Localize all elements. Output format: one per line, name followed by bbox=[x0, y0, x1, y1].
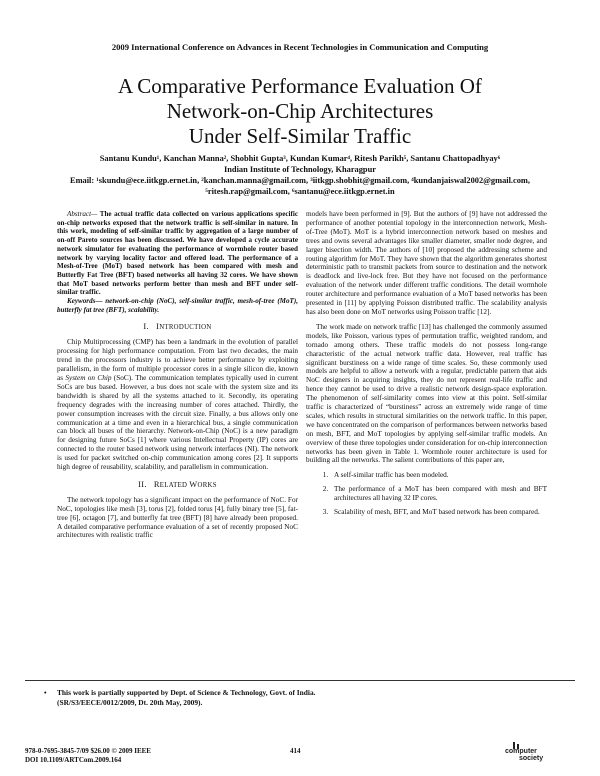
paper-title bbox=[0, 74, 600, 149]
abstract bbox=[57, 210, 298, 297]
computer-society-logo bbox=[493, 741, 555, 765]
section-initial: I bbox=[156, 322, 160, 332]
right-column bbox=[306, 210, 547, 522]
funding-line-1: This work is partially supported by Dept. of Science & Technology, Govt. of India. bbox=[57, 688, 316, 697]
section-rest: ELATED bbox=[159, 481, 190, 489]
section-rest: NTRODUCTION bbox=[159, 324, 212, 332]
contributions-list bbox=[306, 471, 547, 517]
footer-ids bbox=[25, 747, 151, 764]
list-item: 1. A self-similar traffic has been modeled. bbox=[330, 471, 547, 480]
section-initial-2: W bbox=[189, 479, 198, 489]
funding-line-2: (SR/S3/EECE/0012/2009, Dt. 20th May, 2009). bbox=[57, 697, 203, 707]
emails-line-1: Email: ¹skundu@ece.iitkgp.ernet.in, ²kanchan.manna@gmail.com, ³iitkgp.shobhit@gmail.com, ⁴kundanjaiswal2002@gmail.com, bbox=[69, 176, 530, 185]
abstract-label: Abstract— bbox=[67, 210, 98, 218]
doi-line: DOI 10.1109/ARTCom.2009.164 bbox=[25, 755, 122, 764]
abstract-text: The actual traffic data collected on various applications specific on-chip networks exposed that the network traffic is self-similar in nature. In this work, modeling of self-similar traffic by aggregation of a large number of on-off Pareto sources has been discussed. We have developed a cycle accurate network simulator for evaluating the performance of wormhole router based network by varying locality factor and offered load. The performance of a Mesh-of-Tree (MoT) based network has been compared with mesh and Butterfly Fat Tree (BFT) based networks all having 32 cores. We have shown that MoT based networks perform better than mesh and BFT under self-similar traffic. bbox=[57, 210, 298, 297]
affiliation: Indian Institute of Technology, Kharagpur bbox=[224, 165, 376, 174]
logo-text-2: society bbox=[519, 755, 544, 762]
intro-paragraph bbox=[57, 338, 298, 472]
section-heading-related-works bbox=[57, 481, 298, 491]
title-line-3: Under Self-Similar Traffic bbox=[188, 124, 412, 148]
left-column bbox=[57, 210, 298, 540]
isbn-line: 978-0-7695-3845-7/09 $26.00 © 2009 IEEE bbox=[25, 747, 151, 755]
section-initial: R bbox=[153, 479, 160, 489]
funding-note bbox=[44, 688, 457, 707]
section-number: I. bbox=[143, 322, 149, 332]
list-item: 2. The performance of a MoT has been compared with mesh and BFT architectures all having 32 IP cores. bbox=[330, 485, 547, 503]
title-line-1: A Comparative Performance Evaluation Of bbox=[118, 74, 482, 98]
running-header: 2009 International Conference on Advances in Recent Technologies in Communication and Computing bbox=[111, 42, 489, 52]
right-paragraph-2: The work made on network traffic [13] has challenged the commonly assumed models, like Poisson, various types of permutation traffic, weighted random, and tornado among others. These traffic models do not possess long-range characteristic of the actual network traffic data. However, real traffic has significant burstiness on a wide range of time scales. So, these commonly used models are helpful to allow a network with a regular, predictable pattern that aids NoC designers in acquiring insights, they do not represent real-life traffic and hence they cannot be used to drive a realistic network design-space exploration. The phenomenon of self-similarity comes into view at this point. Self-similar traffic is characterized of “burstiness” across an extremely wide range of time scales, which results in structural similarities on the network traffic. In this paper, we have concentrated on the comparison of performances between networks based on mesh, BFT, and MoT topologies by applying self-similar traffic models. An overview of these three topologies under consideration for on-chip interconnection networks has been given in Table 1. Wormhole router architecture is used for building all the networks. The salient contributions of this paper are, bbox=[306, 322, 547, 465]
emails-line-2: ⁵ritesh.rap@gmail.com, ⁶santanu@ece.iitkgp.ernet.in bbox=[205, 187, 395, 196]
list-item: 3. Scalability of mesh, BFT, and MoT based network has been compared. bbox=[330, 508, 547, 517]
section-number: II. bbox=[138, 479, 147, 489]
page-number: 414 bbox=[290, 747, 301, 755]
right-paragraph-1: models have been performed in [9]. But the authors of [9] have not addressed the performance of another potential topology in the interconnection network, Mesh-of-Tree (MoT). MoT is a hybrid interconnection network based on meshes and trees and owns several advantages like smaller diameter, smaller node degree, and larger bisection width. The authors of [10] proposed the addressing scheme and routing algorithm for MoT. They have shown that the algorithm generates shortest deterministic path to transmit packets from source to destination and the network is deadlock and live-lock free. But they have not focused on the performance evaluation of the network under different traffic conditions. The detail wormhole router architecture and performance evaluation of a MoT based networks has been presented in [11] by applying Poisson distributed traffic. The scalability analysis has also been done on MoT networks using Poisson traffic [12]. bbox=[306, 210, 547, 316]
bullet-icon: • bbox=[44, 688, 47, 697]
section-heading-introduction bbox=[57, 323, 298, 333]
related-paragraph: The network topology has a significant impact on the performance of NoC. For NoC, topologies like mesh [3], torus [2], folded torus [4], fully binary tree [5], fat-tree [6], octagon [7], and butterfly fat tree (BFT) [8] have already been proposed. A detailed comparative performance evaluation of a set of recently proposed NoC architectures with realistic traffic bbox=[57, 495, 298, 540]
author-block bbox=[20, 153, 580, 197]
keywords: Keywords— network-on-chip (NoC), self-similar traffic, mesh-of-tree (MoT), butterfly fat tree (BFT), scalability. bbox=[57, 297, 298, 314]
intro-emphasis: System on Chip bbox=[65, 373, 112, 382]
intro-text-a: Chip Multiprocessing (CMP) has been a landmark in the evolution of parallel processing for high performance computation. From last two decades, the main trend in the processors industry is to achieve better performance by exploiting parallelism, in the form of multiple processor cores in a single silicon die, known as bbox=[57, 338, 298, 382]
section-rest-2: ORKS bbox=[197, 481, 217, 489]
title-line-2: Network-on-Chip Architectures bbox=[166, 99, 434, 123]
logo-text-1: computer bbox=[505, 748, 537, 755]
footnote-divider bbox=[25, 680, 575, 681]
author-names: Santanu Kundu¹, Kanchan Manna², Shobhit Gupta³, Kundan Kumar⁴, Ritesh Parikh⁵, Santanu Chattopadhyay⁶ bbox=[99, 154, 501, 163]
intro-text-b: (SoC). The communication templates typically used in current SoCs are bus based. However, a bus does not scale with the system size and its bandwidth is shared by all the systems attached to it. Secondly, its operating frequency degrades with the increasing number of cores attached. Thirdly, the power consumption increases with the circuit size. Finally, a bus allows only one communication at a time and even in a hierarchical bus, a single communication can block all buses of the hierarchy. Network-on-Chip (NoC) is a new paradigm for designing future SoCs [1] where various Intellectual Property (IP) cores are connected to the router based network using network interfaces (NI). The network is used for packet switched on-chip communication among cores [2]. It supports high degree of reusability, scalability, and parallelism in communication. bbox=[57, 373, 299, 472]
